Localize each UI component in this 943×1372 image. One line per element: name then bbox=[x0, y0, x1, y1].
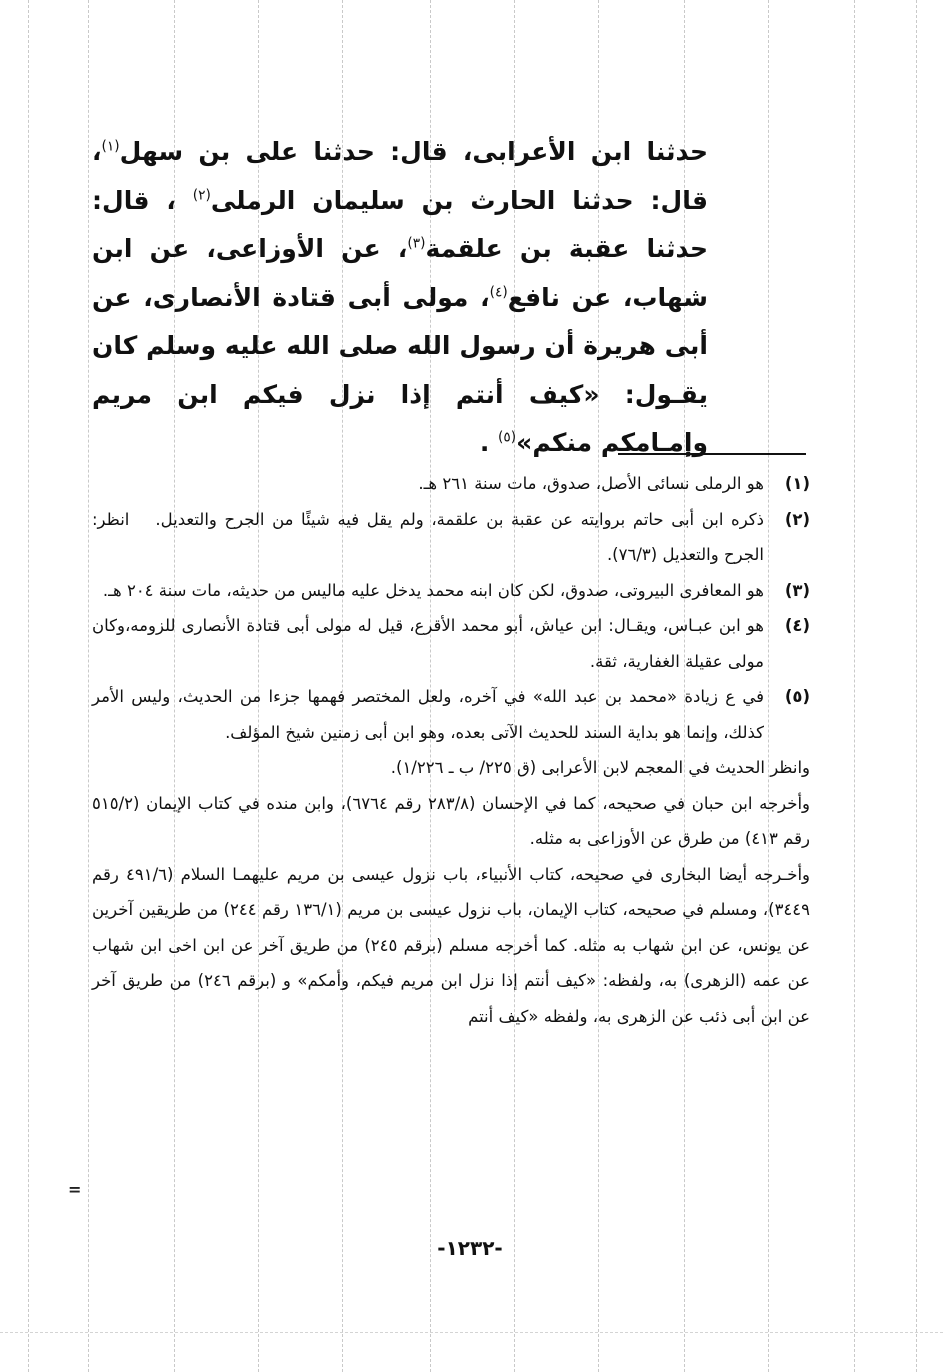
footnote-number: (٢) bbox=[784, 509, 810, 529]
footnote-line: هو المعافرى البيروتى، صدوق، لكن كان ابنه محمد يدخل عليه ماليس من حديثه، مات سنة ٢٠٤ هـ. bbox=[102, 580, 764, 600]
main-text-run: حدثنا ابن الأعرابى، قال: حدثنا على بن سهل bbox=[119, 137, 708, 166]
footnotes bbox=[92, 466, 810, 1034]
footnote bbox=[92, 608, 810, 679]
footnote-text: انظر: الجرح والتعديل (٧٦/٣). bbox=[92, 509, 764, 564]
scan-guide-line bbox=[28, 0, 29, 1372]
footnote-number: (١) bbox=[784, 474, 810, 493]
footnote-ref[interactable]: (٥) bbox=[498, 429, 517, 446]
footnote-text: ذكره ابن أبى حاتم بروايته عن عقبة بن علقمة، ولم يقل فيه شيئًا من الجرح والتعديل. bbox=[155, 509, 764, 529]
footnote bbox=[92, 466, 810, 502]
footnote bbox=[92, 573, 810, 609]
footnote-separator bbox=[618, 453, 806, 455]
main-text-run: ، قال: حدثنا عقبة بن علقمة bbox=[92, 185, 708, 263]
main-text-run: ، مولى أبى قتادة الأنصارى، عن أبى هريرة أن رسول الله صلى الله عليه وسلم كان يقـول: «كيف أنتم إذا نزل فيكم ابن مريم وإمـامكم منكم» bbox=[92, 282, 708, 457]
footnote bbox=[92, 502, 810, 573]
footnote-ref[interactable]: (٣) bbox=[407, 235, 426, 252]
footnote-continuation bbox=[92, 750, 810, 1034]
footnote-number: (٥) bbox=[784, 687, 810, 706]
scan-guide-line bbox=[0, 1332, 943, 1333]
page-number: -١٢٣٢- bbox=[437, 1236, 503, 1260]
main-text-run: ، عن الأوزاعى، عن ابن شهاب، عن نافع bbox=[92, 234, 708, 312]
footnote-number: (٣) bbox=[784, 580, 810, 600]
footnote-line: هو ابن عبـاس، ويقـال: ابن عياش، أبو محمد الأقرع، قيل له مولى أبى قتادة الأنصارى للزومه،وكان مولى عقيلة الغفارية، ثقة. bbox=[92, 616, 764, 671]
main-text-run: ، قال: حدثنا الحارث بن سليمان الرملى bbox=[92, 137, 708, 215]
footnote-ref[interactable]: (٢) bbox=[192, 187, 211, 204]
main-text-run: . bbox=[479, 428, 499, 457]
scan-guide-line bbox=[854, 0, 855, 1372]
footnote-line: وأخرجه ابن حبان في صحيحه، كما في الإحسان (٢٨٣/٨ رقم ٦٧٦٤)، وابن منده في كتاب الإيمان (٥١٥/٢ رقم ٤١٣) من طرق عن الأوزاعى به مثله. bbox=[92, 793, 811, 848]
footnote-ref[interactable]: (٤) bbox=[489, 284, 508, 301]
footnote-ref[interactable]: (١) bbox=[101, 138, 120, 155]
footnote-line bbox=[92, 502, 764, 573]
footnote-line: في ع زيادة «محمد بن عبد الله» في آخره، ولعل المختصر فهمها جزءا من الحديث، وليس الأمر كذلك، وإنما هو بداية السند للحديث الآتى بعده، وهو ابن أبى زمنين شيخ المؤلف. bbox=[92, 687, 764, 742]
footnote-line: هو الرملى نسائى الأصل، صدوق، مات سنة ٢٦١ هـ. bbox=[418, 474, 764, 493]
main-text bbox=[92, 128, 708, 468]
main-paragraph bbox=[92, 128, 708, 468]
footnote bbox=[92, 679, 810, 750]
footnote-line: وانظر الحديث في المعجم لابن الأعرابى (ق ٢٢٥/ ب ـ ١/٢٢٦). bbox=[390, 758, 810, 777]
footnote-number: (٤) bbox=[784, 616, 810, 635]
footnote-line: وأخـرجه أيضا البخارى في صحيحه، كتاب الأنبياء، باب نزول عيسى بن مريم عليهمـا السلام (٤٩١/٦ رقم ٣٤٤٩)، ومسلم في صحيحه، كتاب الإيمان، باب نزول عيسى بن مريم (١٣٦/١ رقم ٢٤٤) من طريقين آخرين عن يونس، عن ابن شهاب به مثله. كما أخرجه مسلم (برقم ٢٤٥) من طريق آخر عن ابن اخى ابن شهاب عن عمه (الزهرى) به، ولفظه: «كيف أنتم إذا نزل ابن مريم فيكم، وأمكم» و (برقم ٢٤٦) من طريق آخر عن ابن أبى ذئب عن الزهرى به، ولفظه «كيف أنتم bbox=[92, 864, 811, 1026]
scan-guide-line bbox=[88, 0, 89, 1372]
scan-guide-line bbox=[916, 0, 917, 1372]
continuation-mark: = bbox=[68, 1180, 82, 1199]
